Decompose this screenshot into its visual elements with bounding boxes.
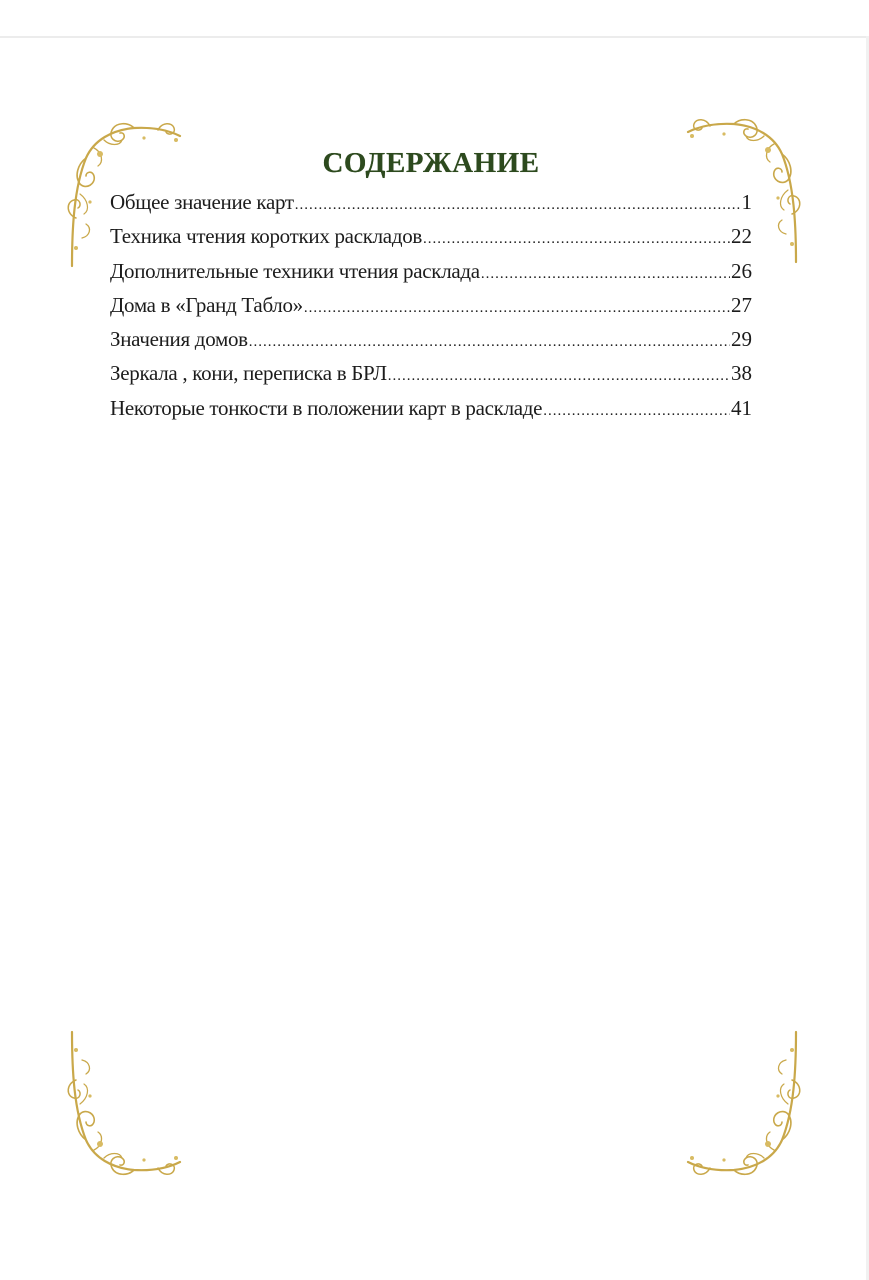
toc-entry-page: 27 — [731, 292, 752, 317]
toc-entry-page: 38 — [731, 361, 752, 386]
toc-leader-dots — [388, 368, 730, 385]
toc-entry-page: 26 — [731, 258, 752, 283]
toc-entry-label: Значения домов — [110, 327, 248, 352]
toc-entry-label: Дома в «Гранд Табло» — [110, 292, 303, 317]
toc-entry-label: Техника чтения коротких раскладов — [110, 224, 423, 249]
toc-entry[interactable] — [110, 293, 752, 327]
toc-entry[interactable] — [110, 224, 752, 258]
toc-leader-dots — [249, 334, 730, 351]
toc-leader-dots — [543, 403, 730, 420]
toc-entry-page: 22 — [731, 224, 752, 249]
toc-entry[interactable] — [110, 327, 752, 361]
toc-entry[interactable] — [110, 361, 752, 395]
toc-entry-label: Зеркала , кони, переписка в БРЛ — [110, 361, 387, 386]
toc-leader-dots — [423, 231, 730, 248]
contents-title: СОДЕРЖАНИЕ — [322, 147, 540, 179]
toc-leader-dots — [481, 266, 730, 283]
toc-entry[interactable] — [110, 190, 752, 224]
toc-entry-page: 41 — [731, 395, 752, 420]
toc-entry-label: Некоторые тонкости в положении карт в раскладе — [110, 395, 543, 420]
toc-entry-page: 29 — [731, 327, 752, 352]
toc-entry-page: 1 — [741, 190, 752, 214]
toc-entry[interactable] — [110, 259, 752, 293]
toc-leader-dots — [304, 300, 730, 317]
flourish-bottom-right-icon — [684, 1030, 804, 1180]
table-of-contents — [110, 140, 752, 430]
flourish-bottom-left-icon — [64, 1030, 184, 1180]
toc-entry-label: Дополнительные техники чтения расклада — [110, 258, 480, 283]
toc-list — [110, 190, 752, 430]
toc-entry[interactable] — [110, 396, 752, 430]
page-top-border — [0, 36, 869, 38]
toc-entry-label: Общее значение карт — [110, 190, 294, 214]
toc-leader-dots — [295, 197, 741, 214]
